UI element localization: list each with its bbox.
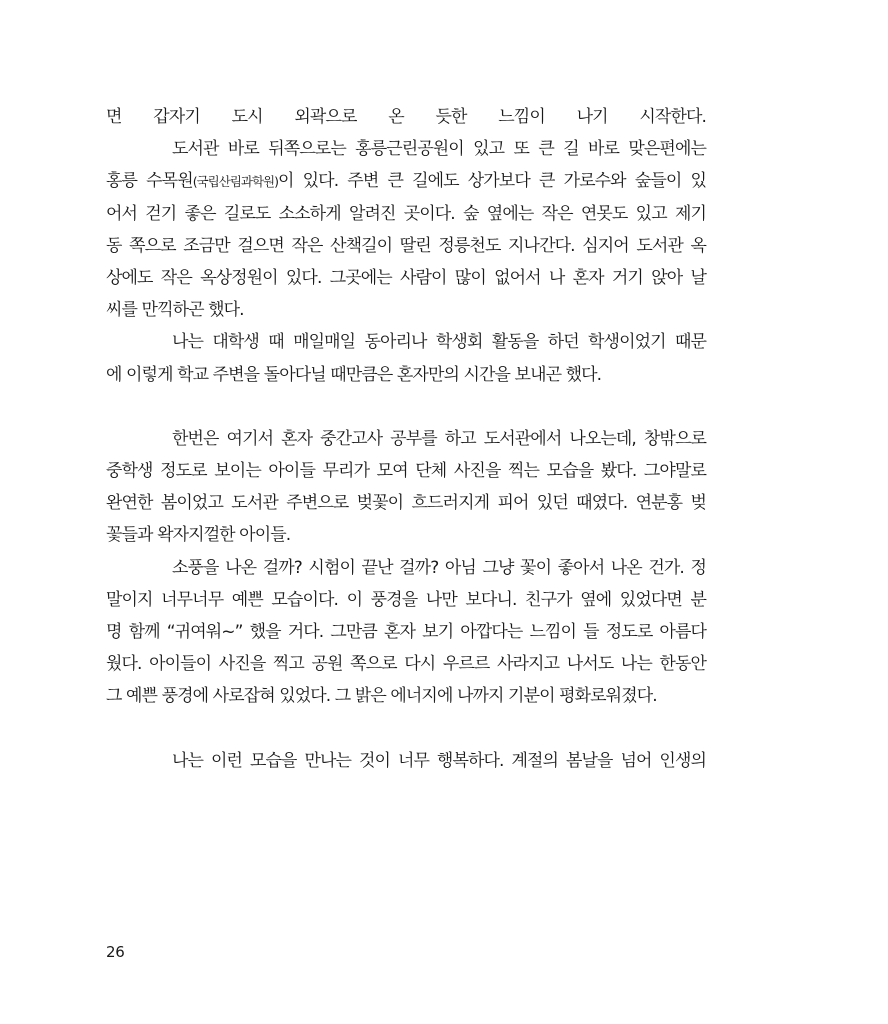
text-line: 도서관 바로 뒤쪽으로는 홍릉근린공원이 있고 또 큰 길 바로 맞은편에는 (172, 139, 706, 160)
text-line: 명 함께 “귀여워~” 했을 거다. 그만큼 혼자 보기 아깝다는 느낌이 들 정도로 아름다 (106, 622, 706, 642)
paragraph-gap (106, 713, 706, 745)
page-number: 26 (106, 943, 125, 961)
text-line: 어서 걷기 좋은 길로도 소소하게 알려진 곳이다. 숲 옆에는 작은 연못도 있고 제기 (106, 203, 706, 224)
text-line: 웠다. 아이들이 사진을 찍고 공원 쪽으로 다시 우르르 사라지고 나서도 나는 한동안 (106, 654, 706, 675)
text-line: 나는 이런 모습을 만나는 것이 너무 행복하다. 계절의 봄날을 넘어 인생의 (172, 750, 706, 771)
text-line (106, 165, 706, 197)
text-line: 소풍을 나온 걸까? 시험이 끝난 걸까? 아님 그냥 꽃이 좋아서 나온 건가. 정 (172, 557, 706, 578)
text-line: 동 쪽으로 조금만 걸으면 작은 산책길이 딸린 정릉천도 지나간다. 심지어 도서관 옥 (106, 235, 706, 256)
text-line: 꽃들과 왁자지껄한 아이들. (106, 525, 291, 546)
text-line: 그 예쁜 풍경에 사로잡혀 있었다. 그 밝은 에너지에 나까지 기분이 평화로워졌다. (106, 686, 657, 707)
text-line: 나는 대학생 때 매일매일 동아리나 학생회 활동을 하던 학생이었기 때문 (172, 332, 706, 353)
body-text (106, 101, 706, 777)
text-line: 상에도 작은 옥상정원이 있다. 그곳에는 사람이 많이 없어서 나 혼자 거기 앉아 날 (106, 267, 706, 288)
text-line: 중학생 정도로 보이는 아이들 무리가 모여 단체 사진을 찍는 모습을 봤다. 그야말로 (106, 461, 706, 482)
text-line: 에 이렇게 학교 주변을 돌아다닐 때만큼은 혼자만의 시간을 보내곤 했다. (106, 364, 602, 385)
text-line: 면 갑자기 도시 외곽으로 온 듯한 느낌이 나기 시작한다. (106, 107, 706, 127)
text-line: 씨를 만끽하곤 했다. (106, 300, 244, 321)
text-line: 한번은 여기서 혼자 중간고사 공부를 하고 도서관에서 나오는데, 창밖으로 (172, 428, 706, 449)
paragraph-gap (106, 391, 706, 423)
place-name: 홍릉 수목원 (106, 171, 193, 192)
place-note: (국립산림과학원) (192, 174, 279, 190)
text-line: 완연한 봄이었고 도서관 주변으로 벚꽃이 흐드러지게 피어 있던 때였다. 연분홍 벚 (106, 493, 706, 514)
text-segment: 이 있다. 주변 큰 길에도 상가보다 큰 가로수와 숲들이 있 (278, 171, 706, 192)
text-line: 말이지 너무너무 예쁜 모습이다. 이 풍경을 나만 보다니. 친구가 옆에 있었다면 분 (106, 589, 706, 610)
